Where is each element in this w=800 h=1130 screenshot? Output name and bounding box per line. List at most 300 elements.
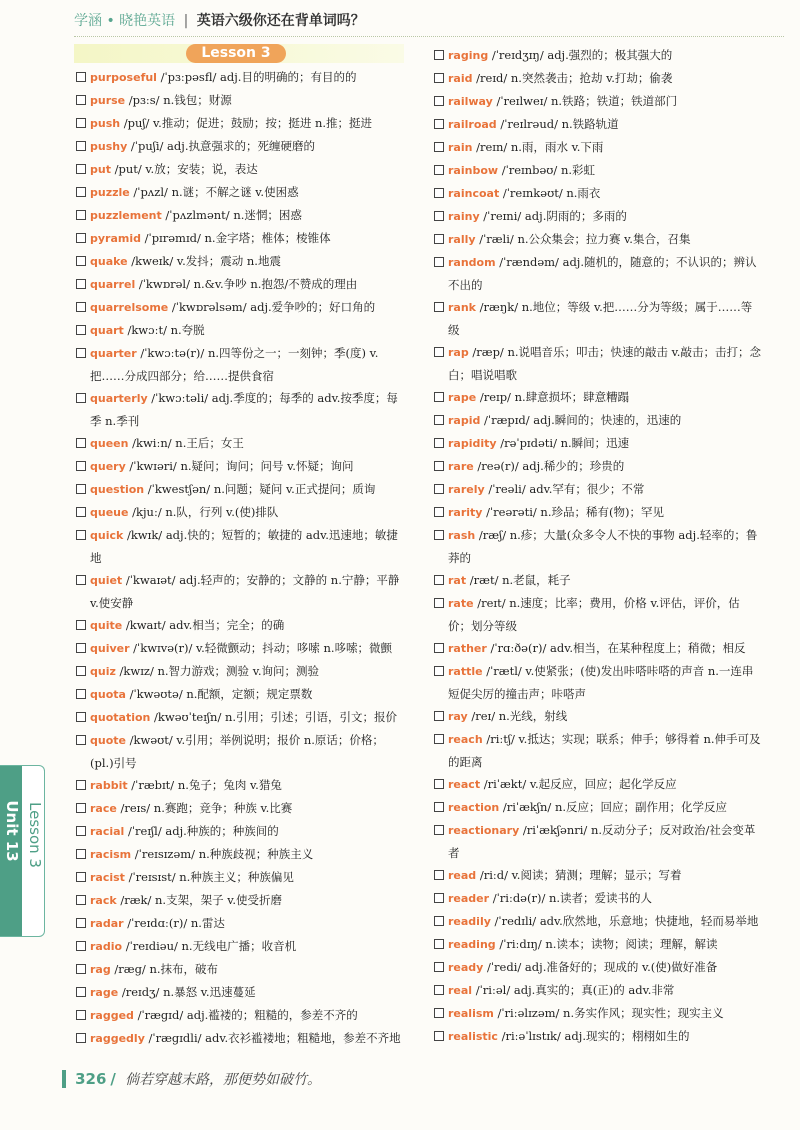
vocab-entry <box>434 205 762 228</box>
entry-word: raid <box>448 72 473 85</box>
entry-definition: /ˈreɪlrəud/ n.铁路轨道 <box>496 117 619 131</box>
entry-word: rag <box>90 963 111 976</box>
entry-word: quarrel <box>90 278 136 291</box>
entry-word: quota <box>90 688 126 701</box>
entry-definition: /ˈkwɒrəl/ n.&v.争吵 n.抱怨/不赞成的理由 <box>135 277 358 291</box>
entry-checkbox[interactable] <box>434 119 444 129</box>
entry-word: put <box>90 163 111 176</box>
entry-checkbox[interactable] <box>76 164 86 174</box>
entry-word: reach <box>448 733 483 746</box>
entry-word: rare <box>448 460 474 473</box>
unit-side-tab <box>0 765 45 937</box>
entry-word: reader <box>448 892 490 905</box>
entry-word: racism <box>90 848 132 861</box>
entry-definition: /ˈreɪni/ adj.阴雨的；多雨的 <box>479 209 627 223</box>
entry-checkbox[interactable] <box>76 826 86 836</box>
entry-checkbox[interactable] <box>76 620 86 630</box>
entry-word: realistic <box>448 1030 498 1043</box>
entry-checkbox[interactable] <box>76 210 86 220</box>
vocab-entry <box>76 204 402 227</box>
vocab-entry <box>434 910 762 933</box>
lesson-heading-row <box>76 44 402 66</box>
entry-checkbox[interactable] <box>76 461 86 471</box>
entry-word: race <box>90 802 117 815</box>
entry-word: rap <box>448 346 469 359</box>
entry-definition: /ˈreɪdʒɪŋ/ adj.强烈的；极其强大的 <box>488 48 673 62</box>
entry-definition: /ˈrɑːðə(r)/ adv.相当，在某种程度上；稍微；相反 <box>486 641 746 655</box>
entry-checkbox[interactable] <box>76 964 86 974</box>
entry-checkbox[interactable] <box>434 734 444 744</box>
vocab-entry <box>434 1025 762 1048</box>
entry-checkbox[interactable] <box>76 325 86 335</box>
vocab-entry <box>76 158 402 181</box>
entry-checkbox[interactable] <box>434 50 444 60</box>
header-separator: | <box>183 13 189 29</box>
vocab-entry <box>76 981 402 1004</box>
vocab-entry <box>76 273 402 296</box>
vocab-entry <box>434 501 762 524</box>
entry-definition: /riːd/ v.阅读；猜测；理解；显示；写着 <box>476 868 682 882</box>
entry-checkbox[interactable] <box>76 1033 86 1043</box>
entry-definition: /kwaɪt/ adv.相当；完全；的确 <box>122 618 285 632</box>
entry-definition: /ˈkwɒrəlsəm/ adj.爱争吵的；好口角的 <box>168 300 376 314</box>
brand-name: 学涵 • 晓艳英语 <box>74 13 176 29</box>
vocab-entry <box>76 455 402 478</box>
entry-checkbox[interactable] <box>76 302 86 312</box>
vocab-entry <box>76 614 402 637</box>
entry-definition: /ˈpʌzl/ n.谜；不解之谜 v.使困惑 <box>129 185 299 199</box>
entry-checkbox[interactable] <box>76 438 86 448</box>
vocab-entry <box>434 933 762 956</box>
entry-definition: /ˈkwaɪət/ adj.轻声的；安静的；文静的 n.宁静；平静 v.使安静 <box>90 573 400 610</box>
entry-checkbox[interactable] <box>434 985 444 995</box>
entry-definition: /put/ v.放；安装；说，表达 <box>110 162 258 176</box>
entry-definition: /ˈreɪnkəʊt/ n.雨衣 <box>499 186 601 200</box>
entry-definition: /ˈriːdɪŋ/ n.读本；读物；阅读；理解，解读 <box>495 937 718 951</box>
entry-definition: /riˈækʃn/ n.反应；回应；副作用；化学反应 <box>499 800 728 814</box>
vocab-entry <box>76 637 402 660</box>
entry-definition: /ræŋk/ n.地位；等级 v.把……分为等级；属于……等级 <box>448 300 753 337</box>
vocab-entry <box>76 683 402 706</box>
entry-word: pyramid <box>90 232 141 245</box>
entry-checkbox[interactable] <box>434 461 444 471</box>
vocab-entry <box>434 90 762 113</box>
entry-word: quote <box>90 734 126 747</box>
entry-definition: /ˈreɪlweɪ/ n.铁路；铁道；铁道部门 <box>492 94 678 108</box>
entry-word: quake <box>90 255 128 268</box>
entry-word: rainbow <box>448 164 499 177</box>
vocab-entry <box>76 660 402 683</box>
footer-motto: 倘若穿越末路，那便势如破竹。 <box>124 1071 321 1088</box>
entry-definition: /kwɪz/ n.智力游戏；测验 v.询问；测验 <box>115 664 320 678</box>
entry-checkbox[interactable] <box>76 1010 86 1020</box>
vocab-entry <box>434 773 762 796</box>
entry-definition: /ˈræli/ n.公众集会；拉力赛 v.集合，召集 <box>475 232 691 246</box>
vocab-entry <box>76 912 402 935</box>
vocab-entry <box>434 296 762 341</box>
entry-word: rank <box>448 301 476 314</box>
entry-definition: /ˈkwɔːtə(r)/ n.四等份之一；一刻钟；季(度) v.把……分成四部分；给……提供食宿 <box>90 346 379 383</box>
entry-checkbox[interactable] <box>434 415 444 425</box>
entry-checkbox[interactable] <box>434 142 444 152</box>
entry-definition: /ˈriːdə(r)/ n.读者；爱读书的人 <box>489 891 653 905</box>
entry-definition: /ræg/ n.抹布，破布 <box>110 962 219 976</box>
entry-word: reactionary <box>448 824 520 837</box>
entry-word: rapid <box>448 414 481 427</box>
entry-definition: /ˈreɪdɑː(r)/ n.雷达 <box>123 916 225 930</box>
entry-definition: /reɪd/ n.突然袭击；抢劫 v.打劫；偷袭 <box>472 71 673 85</box>
entry-word: rainy <box>448 210 480 223</box>
page-slash: / <box>110 1069 116 1088</box>
vocab-entry <box>434 819 762 864</box>
vocab-entry <box>76 889 402 912</box>
entry-definition: /ˈræpɪd/ adj.瞬间的；快速的，迅速的 <box>480 413 682 427</box>
vocab-entry <box>434 705 762 728</box>
vocab-entry <box>434 524 762 569</box>
entry-word: rattle <box>448 665 483 678</box>
lesson-label: Lesson 3 <box>26 802 44 868</box>
entry-checkbox[interactable] <box>434 893 444 903</box>
vocab-entry <box>434 592 762 637</box>
entry-definition: /reɪt/ n.速度；比率；费用，价格 v.评估，评价，估价；划分等级 <box>448 596 740 633</box>
entry-word: rain <box>448 141 473 154</box>
entry-word: quick <box>90 529 124 542</box>
entry-word: racial <box>90 825 125 838</box>
entry-checkbox[interactable] <box>434 530 444 540</box>
entry-checkbox[interactable] <box>76 918 86 928</box>
entry-word: quotation <box>90 711 151 724</box>
entry-word: radio <box>90 940 123 953</box>
entry-definition: /kwɪk/ adj.快的；短暂的；敏捷的 adv.迅速地；敏捷地 <box>90 528 398 565</box>
entry-definition: /kwiːn/ n.王后；女王 <box>128 436 244 450</box>
entry-checkbox[interactable] <box>434 302 444 312</box>
entry-definition: /ræʃ/ n.疹；大量(众多令人不快的事物 adj.轻率的；鲁莽的 <box>448 528 758 565</box>
entry-word: quite <box>90 619 123 632</box>
left-column <box>76 44 402 1050</box>
vocab-entry <box>76 432 402 455</box>
entry-definition: /ˈkwɔːtəli/ adj.季度的；每季的 adv.按季度；每季 n.季刊 <box>90 391 398 428</box>
vocab-entry <box>76 569 402 614</box>
entry-word: racist <box>90 871 125 884</box>
entry-word: rack <box>90 894 117 907</box>
entry-checkbox[interactable] <box>76 187 86 197</box>
entry-definition: /ˈpʌzlmənt/ n.迷惘；困惑 <box>161 208 302 222</box>
entry-definition: /riˈækt/ v.起反应，回应；起化学反应 <box>480 777 677 791</box>
vocab-entry <box>76 478 402 501</box>
entry-word: rash <box>448 529 476 542</box>
vocab-entry <box>76 797 402 820</box>
entry-word: read <box>448 869 477 882</box>
vocab-entry <box>434 182 762 205</box>
vocab-entry <box>76 112 402 135</box>
entry-checkbox[interactable] <box>76 666 86 676</box>
entry-definition: /ˈreɪdiəu/ n.无线电广播；收音机 <box>122 939 297 953</box>
vocab-entry <box>76 866 402 889</box>
entry-word: random <box>448 256 496 269</box>
entry-word: readily <box>448 915 491 928</box>
entry-word: raging <box>448 49 489 62</box>
entry-word: quarrelsome <box>90 301 169 314</box>
entry-checkbox[interactable] <box>76 348 86 358</box>
entry-definition: /ˈrændəm/ adj.随机的，随意的；不认识的；辨认不出的 <box>448 255 757 292</box>
vocab-entry <box>76 843 402 866</box>
entry-definition: /riˈækʃənri/ n.反动分子；反对政治/社会变革者 <box>448 823 756 860</box>
entry-definition: /rəˈpɪdəti/ n.瞬间；迅速 <box>496 436 630 450</box>
entry-word: quarterly <box>90 392 148 405</box>
entry-word: rarity <box>448 506 483 519</box>
entry-definition: /reɪs/ n.赛跑；竞争；种族 v.比赛 <box>116 801 293 815</box>
entry-definition: /kweɪk/ v.发抖；震动 n.地震 <box>127 254 281 268</box>
entry-checkbox[interactable] <box>76 72 86 82</box>
entry-definition: /kwəʊˈteɪʃn/ n.引用；引述；引语，引文；报价 <box>150 710 398 724</box>
vocab-entry <box>76 774 402 797</box>
entry-checkbox[interactable] <box>434 484 444 494</box>
entry-definition: /ˈpuʃi/ adj.执意强求的；死缠硬磨的 <box>127 139 315 153</box>
entry-definition: /pɜːs/ n.钱包；财源 <box>125 93 232 107</box>
entry-definition: /ˈreərəti/ n.珍品；稀有(物)；罕见 <box>482 505 664 519</box>
entry-checkbox[interactable] <box>76 530 86 540</box>
entry-word: raggedly <box>90 1032 145 1045</box>
entry-word: purse <box>90 94 126 107</box>
entry-checkbox[interactable] <box>434 711 444 721</box>
entry-checkbox[interactable] <box>76 803 86 813</box>
entry-word: quiz <box>90 665 116 678</box>
entry-definition: /kwɔːt/ n.夸脱 <box>123 323 205 337</box>
entry-checkbox[interactable] <box>76 118 86 128</box>
vocab-entry <box>434 409 762 432</box>
left-entry-list <box>76 66 402 1050</box>
entry-word: rabbit <box>90 779 128 792</box>
vocab-entry <box>434 728 762 773</box>
entry-word: ready <box>448 961 484 974</box>
entry-checkbox[interactable] <box>434 575 444 585</box>
vocab-entry <box>434 432 762 455</box>
vocab-entry <box>434 864 762 887</box>
entry-word: puzzle <box>90 186 130 199</box>
vocab-entry <box>76 135 402 158</box>
vocab-entry <box>76 1004 402 1027</box>
entry-checkbox[interactable] <box>434 666 444 676</box>
vocab-entry <box>76 387 402 432</box>
entry-definition: /kjuː/ n.队，行列 v.(使)排队 <box>128 505 279 519</box>
entry-word: rape <box>448 391 477 404</box>
entry-checkbox[interactable] <box>76 872 86 882</box>
entry-word: quarter <box>90 347 137 360</box>
entry-checkbox[interactable] <box>434 870 444 880</box>
entry-checkbox[interactable] <box>434 234 444 244</box>
entry-definition: /reɪ/ n.光线，射线 <box>467 709 568 723</box>
entry-checkbox[interactable] <box>76 279 86 289</box>
entry-word: reading <box>448 938 496 951</box>
entry-word: real <box>448 984 473 997</box>
entry-checkbox[interactable] <box>434 1031 444 1041</box>
entry-checkbox[interactable] <box>76 233 86 243</box>
entry-definition: /riːtʃ/ v.抵达；实现；联系；伸手；够得着 n.伸手可及的距离 <box>448 732 761 769</box>
entry-checkbox[interactable] <box>76 849 86 859</box>
vocab-entry <box>434 159 762 182</box>
vocab-entry <box>76 935 402 958</box>
vocab-entry <box>434 228 762 251</box>
vocab-entry <box>434 796 762 819</box>
entry-definition: /ˈkwəʊtə/ n.配额，定额；规定票数 <box>125 687 313 701</box>
entry-word: quart <box>90 324 124 337</box>
vocab-entry <box>434 67 762 90</box>
entry-word: purposeful <box>90 71 157 84</box>
entry-checkbox[interactable] <box>434 165 444 175</box>
entry-checkbox[interactable] <box>76 95 86 105</box>
entry-definition: /ˈreəli/ adv.罕有；很少；不常 <box>484 482 645 496</box>
entry-definition: /ræt/ n.老鼠，耗子 <box>466 573 571 587</box>
entry-word: ragged <box>90 1009 134 1022</box>
entry-checkbox[interactable] <box>434 347 444 357</box>
entry-checkbox[interactable] <box>434 257 444 267</box>
entry-word: rage <box>90 986 119 999</box>
entry-definition: /ˈriːəl/ adj.真实的；真(正)的 adv.非常 <box>472 983 675 997</box>
entry-definition: /ˈrægɪd/ adj.褴褛的；粗糙的，参差不齐的 <box>133 1008 358 1022</box>
entry-checkbox[interactable] <box>76 643 86 653</box>
vocab-entry <box>76 250 402 273</box>
entry-word: quiver <box>90 642 130 655</box>
entry-checkbox[interactable] <box>434 1008 444 1018</box>
vocab-entry <box>76 958 402 981</box>
entry-word: rarely <box>448 483 485 496</box>
entry-word: rather <box>448 642 487 655</box>
entry-checkbox[interactable] <box>76 575 86 585</box>
vocab-entry <box>434 478 762 501</box>
entry-definition: /ˈredɪli/ adv.欣然地，乐意地；快捷地，轻而易举地 <box>490 914 759 928</box>
vocab-entry <box>76 342 402 387</box>
vocab-entry <box>76 89 402 112</box>
entry-checkbox[interactable] <box>434 96 444 106</box>
vocab-entry <box>76 524 402 569</box>
vocab-entry <box>434 341 762 386</box>
entry-word: rally <box>448 233 476 246</box>
entry-word: radar <box>90 917 124 930</box>
vocab-entry <box>434 113 762 136</box>
entry-definition: /ˈkwestʃən/ n.问题；疑问 v.正式提问；质询 <box>144 482 376 496</box>
entry-word: raincoat <box>448 187 500 200</box>
entry-definition: /reə(r)/ adj.稀少的；珍贵的 <box>473 459 625 473</box>
entry-definition: /ˈreɪsɪst/ n.种族主义；种族偏见 <box>124 870 294 884</box>
entry-checkbox[interactable] <box>434 598 444 608</box>
page-number: 326 <box>75 1069 107 1088</box>
entry-definition: /ræk/ n.支架，架子 v.使受折磨 <box>116 893 283 907</box>
entry-word: rate <box>448 597 474 610</box>
entry-checkbox[interactable] <box>76 141 86 151</box>
entry-definition: /ˈpɪrəmɪd/ n.金字塔；椎体；棱锥体 <box>141 231 331 245</box>
entry-definition: /reɪn/ n.雨，雨水 v.下雨 <box>472 140 604 154</box>
entry-checkbox[interactable] <box>434 392 444 402</box>
entry-checkbox[interactable] <box>434 507 444 517</box>
page-footer <box>62 1068 321 1094</box>
entry-checkbox[interactable] <box>76 780 86 790</box>
entry-checkbox[interactable] <box>434 802 444 812</box>
entry-word: query <box>90 460 126 473</box>
vocab-entry <box>76 706 402 729</box>
vocab-entry <box>76 181 402 204</box>
vocab-entry <box>434 569 762 592</box>
entry-checkbox[interactable] <box>76 507 86 517</box>
vocab-entry <box>434 386 762 409</box>
entry-definition: /ˈreɪnbəʊ/ n.彩虹 <box>498 163 596 177</box>
entry-word: ray <box>448 710 468 723</box>
vocab-entry <box>434 956 762 979</box>
entry-checkbox[interactable] <box>434 825 444 835</box>
vocab-entry <box>76 820 402 843</box>
page-header <box>74 10 784 37</box>
vocab-entry <box>76 296 402 319</box>
vocab-entry <box>76 66 402 89</box>
entry-checkbox[interactable] <box>76 712 86 722</box>
entry-checkbox[interactable] <box>434 73 444 83</box>
vocab-entry <box>76 319 402 342</box>
entry-checkbox[interactable] <box>76 689 86 699</box>
vocab-entry <box>434 637 762 660</box>
entry-checkbox[interactable] <box>76 484 86 494</box>
entry-definition: /ræp/ n.说唱音乐；叩击；快速的敲击 v.敲击；击打；念白；唱说唱歌 <box>448 345 761 382</box>
entry-checkbox[interactable] <box>76 941 86 951</box>
entry-definition: /ˈreɪʃl/ adj.种族的；种族间的 <box>124 824 279 838</box>
entry-checkbox[interactable] <box>76 987 86 997</box>
vocab-entry <box>76 501 402 524</box>
entry-definition: /ˈrægɪdli/ adv.衣衫褴褛地；粗糙地，参差不齐地 <box>144 1031 401 1045</box>
entry-checkbox[interactable] <box>434 211 444 221</box>
entry-definition: /ˈræbɪt/ n.兔子；兔肉 v.猎兔 <box>127 778 282 792</box>
entry-definition: /reɪp/ n.肆意损坏；肆意糟蹋 <box>476 390 630 404</box>
entry-word: puzzlement <box>90 209 162 222</box>
entry-definition: /ˈreɪsɪzəm/ n.种族歧视；种族主义 <box>131 847 314 861</box>
vocab-entry <box>434 979 762 1002</box>
vocab-entry <box>434 455 762 478</box>
footer-bar <box>62 1070 66 1088</box>
entry-checkbox[interactable] <box>76 735 86 745</box>
vocab-entry <box>434 44 762 67</box>
entry-word: rapidity <box>448 437 497 450</box>
entry-word: question <box>90 483 145 496</box>
entry-definition: /ˈrætl/ v.使紧张；(使)发出咔嗒咔嗒的声音 n.一连串短促尖厉的撞击声；咔嗒声 <box>448 664 754 701</box>
entry-checkbox[interactable] <box>434 962 444 972</box>
entry-checkbox[interactable] <box>434 779 444 789</box>
entry-checkbox[interactable] <box>434 438 444 448</box>
entry-checkbox[interactable] <box>76 256 86 266</box>
vocab-entry <box>76 729 402 774</box>
entry-definition: /riːəˈlɪstɪk/ adj.现实的；栩栩如生的 <box>497 1029 690 1043</box>
vocab-entry <box>434 251 762 296</box>
entry-checkbox[interactable] <box>434 643 444 653</box>
lesson-badge: Lesson 3 <box>186 44 286 63</box>
entry-checkbox[interactable] <box>434 939 444 949</box>
entry-definition: /puʃ/ v.推动；促进；鼓励；按；挺进 n.推；挺进 <box>120 116 373 130</box>
entry-word: rat <box>448 574 467 587</box>
entry-checkbox[interactable] <box>434 188 444 198</box>
entry-checkbox[interactable] <box>76 393 86 403</box>
entry-checkbox[interactable] <box>76 895 86 905</box>
entry-definition: /ˈpɜːpəsfl/ adj.目的明确的；有目的的 <box>156 70 357 84</box>
entry-checkbox[interactable] <box>434 916 444 926</box>
right-entry-list <box>434 44 762 1048</box>
entry-definition: /ˈriːəlɪzəm/ n.务实作风；现实性；现实主义 <box>493 1006 724 1020</box>
right-column <box>434 44 762 1048</box>
entry-definition: /ˈkwɪvə(r)/ v.轻微颤动；抖动；哆嗦 n.哆嗦；微颤 <box>129 641 393 655</box>
vocab-entry <box>76 227 402 250</box>
vocab-entry <box>434 660 762 705</box>
entry-definition: /ˈkwɪəri/ n.疑问；询问；问号 v.怀疑；询问 <box>125 459 354 473</box>
entry-word: pushy <box>90 140 128 153</box>
entry-word: quiet <box>90 574 123 587</box>
unit-label: Unit 13 <box>3 800 21 862</box>
vocab-entry <box>434 887 762 910</box>
entry-word: queue <box>90 506 129 519</box>
